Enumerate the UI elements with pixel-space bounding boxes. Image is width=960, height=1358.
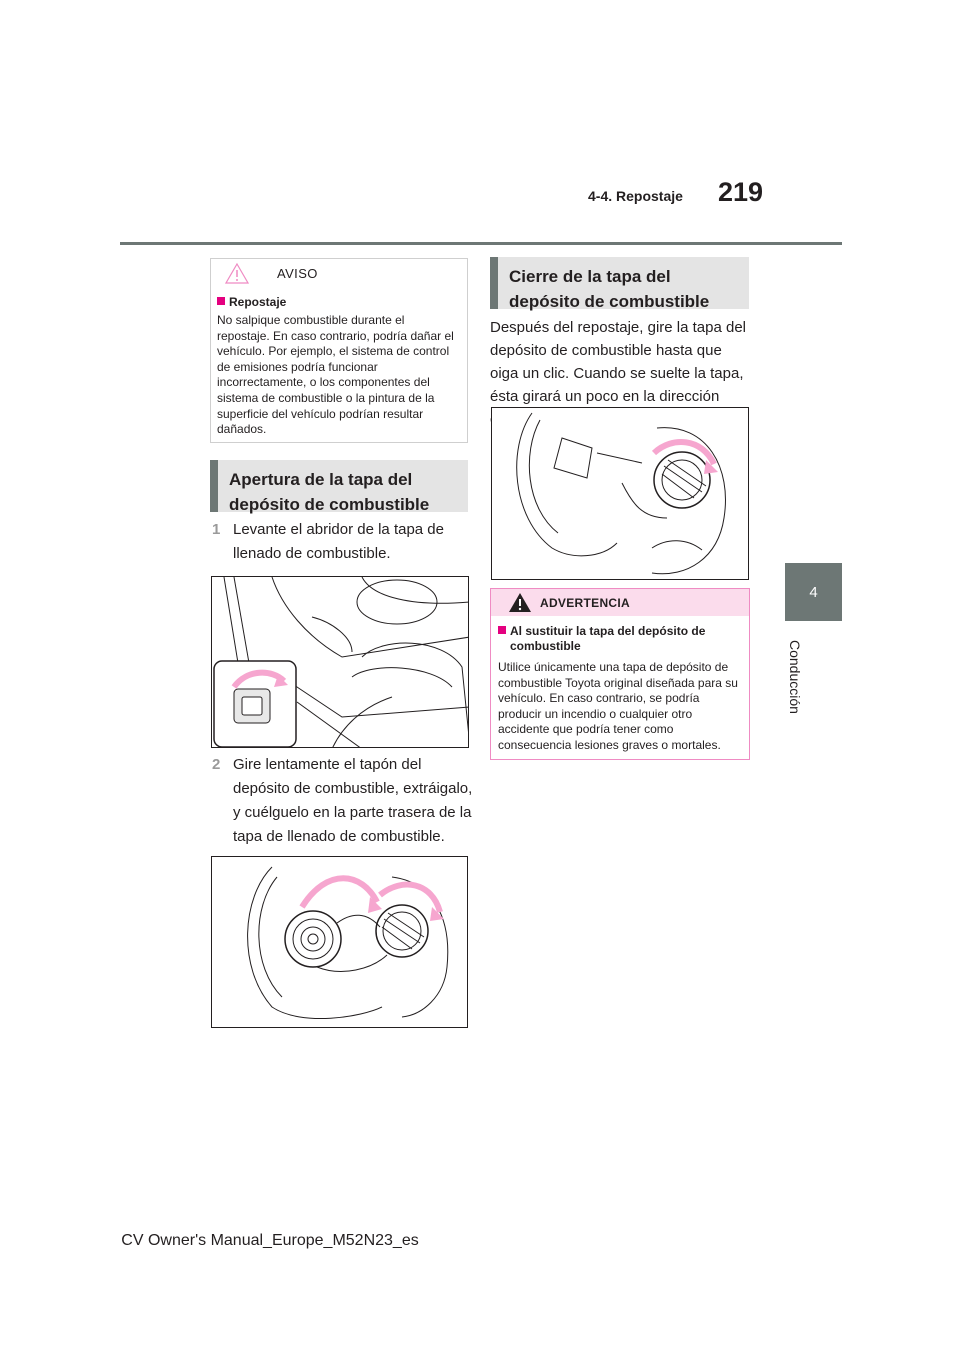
advertencia-subtitle-line2: combustible	[510, 639, 581, 653]
header-rule	[120, 242, 842, 245]
advertencia-box	[490, 588, 750, 760]
fuel-cap-removal-illustration	[211, 856, 468, 1028]
step-2-number: 2	[212, 756, 221, 773]
chapter-name: Conducción	[787, 640, 803, 714]
advertencia-title: ADVERTENCIA	[540, 596, 630, 610]
caution-triangle-icon	[225, 263, 249, 284]
page-number: 219	[718, 177, 764, 207]
aviso-box	[210, 258, 468, 443]
step-2-text: Gire lentamente el tapón del depósito de combustible, extráigalo, y cuélguelo en la parte trasera de la tapa de llenado de combustible.	[233, 756, 473, 845]
advertencia-body: Utilice únicamente una tapa de depósito de combustible Toyota original diseñada para su vehículo. En caso contrario, se podría producir un incendio o cualquier otro accidente que podría tener como consecuencia lesiones graves o mortales.	[498, 660, 738, 752]
warning-triangle-icon	[508, 592, 532, 613]
apertura-heading: Apertura de la tapa del depósito de combustible	[210, 460, 468, 512]
advertencia-subtitle-line1: Al sustituir la tapa del depósito de	[510, 624, 706, 638]
aviso-subtitle: Repostaje	[229, 295, 287, 309]
step-1-number: 1	[212, 521, 221, 538]
step-2	[212, 753, 474, 849]
advertencia-subtitle	[498, 624, 741, 654]
cierre-text: Después del repostaje, gire la tapa del depósito de combustible hasta que oiga un clic. Cuando se suelte la tapa, ésta girará un poco en la dirección	[490, 319, 746, 405]
bullet-square-icon	[498, 626, 506, 634]
fuel-cap-closing-illustration	[491, 407, 749, 580]
step-1-text: Levante el abridor de la tapa de llenado de combustible.	[233, 521, 444, 562]
fuel-door-opener-illustration	[211, 576, 469, 748]
step-1	[212, 518, 474, 566]
bullet-square-icon	[217, 297, 225, 305]
chapter-tab[interactable]: 4	[785, 563, 842, 621]
aviso-body: No salpique combustible durante el repostaje. En caso contrario, podría dañar el vehículo. Por ejemplo, el sistema de control de emisiones podría funcionar incorrectamente, o los componentes del sistema de combustible o la pintura de la superficie del vehículo podrían resultar dañados.	[217, 313, 454, 437]
aviso-subtitle-row	[217, 295, 467, 309]
advertencia-header	[491, 589, 749, 616]
section-label: 4-4. Repostaje	[588, 188, 683, 204]
cierre-heading: Cierre de la tapa del depósito de combustible	[490, 257, 749, 309]
aviso-header	[211, 259, 467, 287]
footer-text: CV Owner's Manual_Europe_M52N23_es	[121, 1232, 419, 1249]
aviso-title: AVISO	[277, 266, 318, 281]
